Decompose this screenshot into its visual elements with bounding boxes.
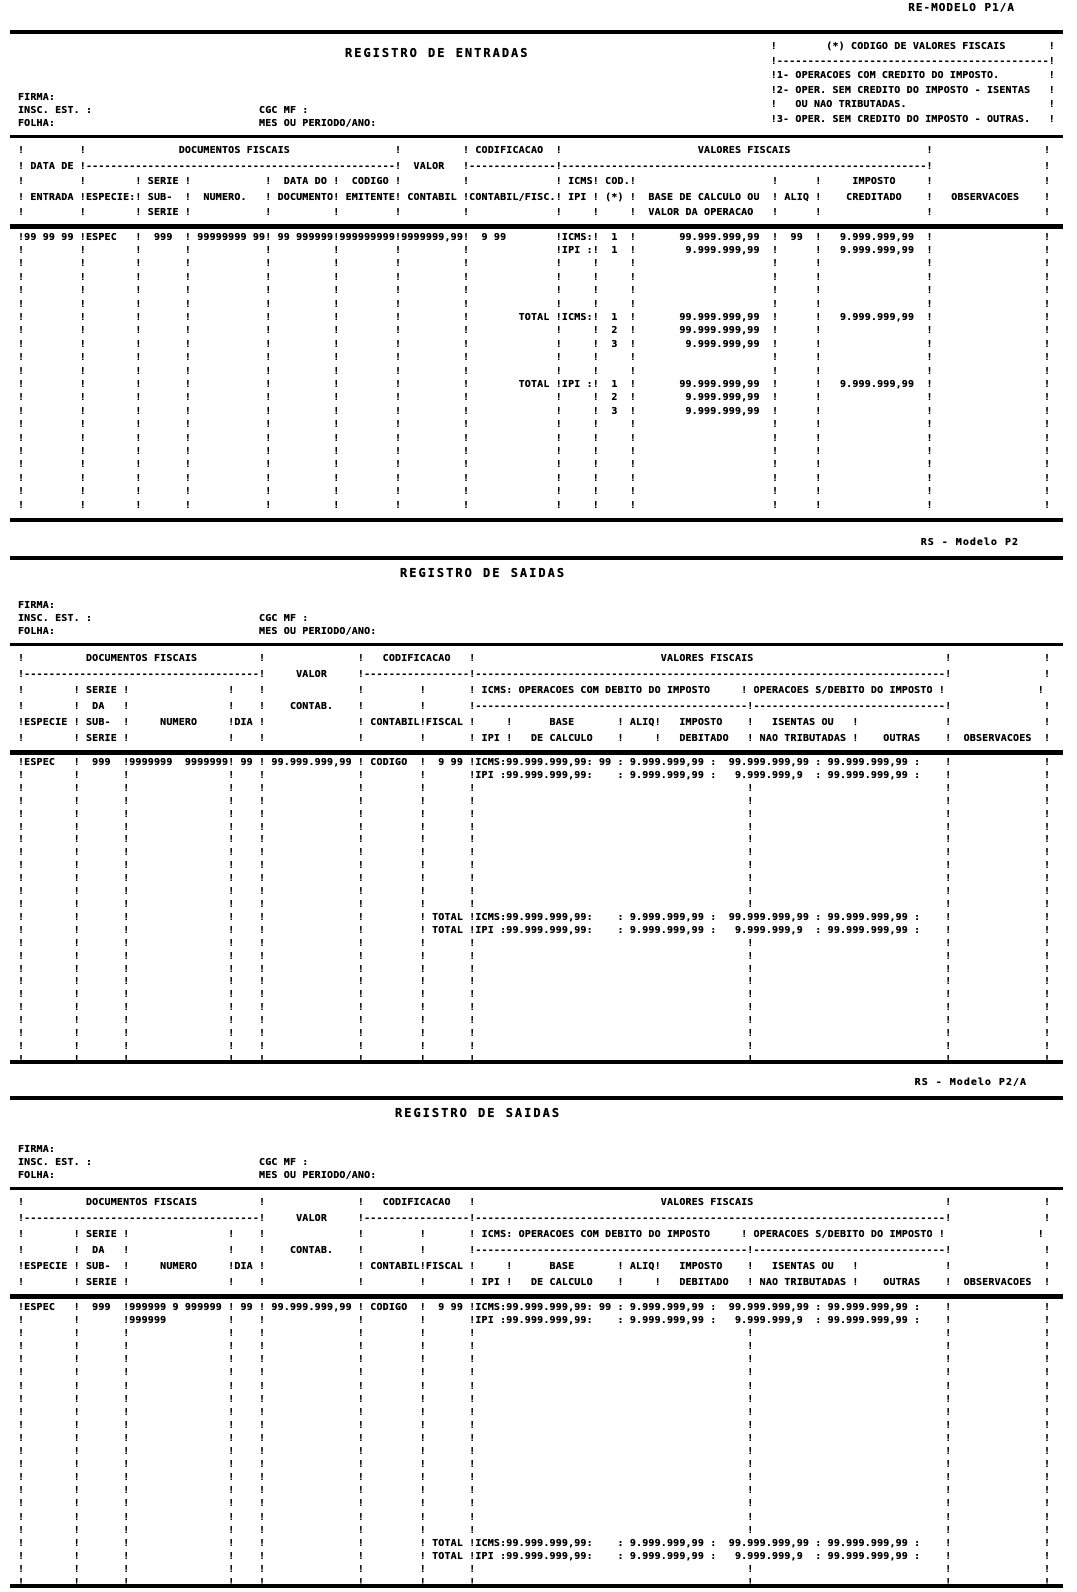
- print-line: FIRMA:: [18, 92, 56, 103]
- print-line: ! ! ! ! ! ! ! ! ! ! !: [18, 1406, 1051, 1418]
- page-label-rs-modelo-p2a: RS - Modelo P2/A: [914, 1077, 1027, 1088]
- print-line: ! DOCUMENTOS FISCAIS ! ! CODIFICACAO ! VALORES FISCAIS ! !: [18, 1197, 1051, 1208]
- print-line: INSC. EST. : CGC MF :: [18, 105, 309, 116]
- print-line: INSC. EST. : CGC MF :: [18, 613, 309, 624]
- print-line: !--------------------------------------! VALOR !-----------------!----------------------------------------------------------------------------! !: [18, 1213, 1051, 1224]
- print-line: ! ! ! ! ! ! ! ! ! ! !: [18, 1472, 1051, 1484]
- print-line: ! ! ! ! ! ! ! ! ! ! ! ! ! ! !: [18, 258, 1051, 270]
- print-line: !3- OPER. SEM CREDITO DO IMPOSTO - OUTRAS. !: [770, 113, 1055, 125]
- print-line: ! ! SERIE ! ! ! ! ! ! IPI ! DE CALCULO ! ! DEBITADO ! NAO TRIBUTADAS ! OUTRAS ! OBSERVACOES !: [18, 1277, 1051, 1288]
- print-line: ! ! ! ! ! ! ! ! ! ! !: [18, 1419, 1051, 1431]
- registro-entradas-section: [10, 30, 1063, 522]
- print-line: !ESPECIE ! SUB- ! NUMERO !DIA ! ! CONTABIL!FISCAL ! ! BASE ! ALIQ! IMPOSTO ! ISENTAS OU ! ! !: [18, 1261, 1051, 1272]
- print-line: ! ! ! ! ! ! ! ! ! ! !: [18, 898, 1051, 910]
- print-line: ! ! ! ! ! ! ! ! ! ! !: [18, 1341, 1051, 1353]
- print-line: ! ! ! ! ! ! ! ! ! ! ! ! ! ! !: [18, 352, 1051, 364]
- print-line: !1- OPERACOES COM CREDITO DO IMPOSTO. !: [770, 70, 1055, 81]
- print-line: ! ! ! ! ! ! ! ! ! ! 3 ! 9.999.999,99 ! ! ! !: [18, 338, 1051, 350]
- registro-saidas-p2-section: [10, 556, 1063, 1064]
- print-line: ! ! SERIE ! ! ! ! ! ! ICMS: OPERACOES COM DEBITO DO IMPOSTO ! OPERACOES S/DEBITO DO IMPOSTO ! !: [18, 1229, 1044, 1240]
- print-line: ! ! ! ! ! ! ! ! !IPI :! 1 ! 9.999.999,99 ! ! 9.999.999,99 ! !: [18, 244, 1051, 256]
- print-line: !2- OPER. SEM CREDITO DO IMPOSTO - ISENTAS !: [770, 84, 1055, 96]
- print-line: ! ! DA ! ! ! CONTAB. ! ! !--------------------------------------------!-------------------------------! !: [18, 1245, 1051, 1256]
- print-line: ! ! ! ! ! ! ! TOTAL !IPI :99.999.999,99: : 9.999.999,99 : 9.999.999,9 : 99.999.999,99 : ! !: [18, 1550, 1051, 1562]
- print-line: ! ! ! ! ! ! ! ! ! ! !: [18, 1040, 1051, 1052]
- print-line: FIRMA:: [18, 600, 56, 611]
- rs1-table-body: [10, 755, 1063, 1067]
- print-line: !ESPECIE ! SUB- ! NUMERO !DIA ! ! CONTABIL!FISCAL ! ! BASE ! ALIQ! IMPOSTO ! ISENTAS OU ! ! !: [18, 717, 1051, 728]
- re-title: REGISTRO DE ENTRADAS: [345, 46, 530, 60]
- print-line: ! ! ! ! ! ! ! ! ! ! !: [18, 873, 1051, 885]
- print-line: FOLHA: MES OU PERIODO/ANO:: [18, 1170, 377, 1181]
- print-line: ! ! ! ! ! ! ! ! ! ! !: [18, 1563, 1051, 1575]
- page-label-re-modelo-p1a: RE-MODELO P1/A: [908, 1, 1015, 14]
- registro-saidas-p2a-section: [10, 1096, 1063, 1588]
- print-line: ! ! ! ! ! ! ! ! ! ! !: [18, 795, 1051, 807]
- rs1-firm-block: [18, 599, 376, 638]
- print-line: !ESPEC ! 999 !9999999 9999999! 99 ! 99.999.999,99 ! CODIGO ! 9 99 !ICMS:99.999.999,99: 99 : 9.999.999,99 : 99.999.999,99 : 99.999.999,99 : ! !: [18, 757, 1051, 768]
- rs1-head-zone: [10, 560, 1063, 646]
- rs2-title: REGISTRO DE SAIDAS: [395, 1106, 562, 1120]
- print-line: ! ! ! ! ! ! ! ! ! ! !: [18, 937, 1051, 949]
- print-line: ! ! ! ! ! ! ! ! ! ! !: [18, 1432, 1051, 1444]
- print-line: ! ! ! ! ! ! ! ! ! ! !: [18, 847, 1051, 859]
- print-line: ! ! ! ! ! ! ! ! ! ! !: [18, 1380, 1051, 1392]
- print-line: !--------------------------------------! VALOR !-----------------!----------------------------------------------------------------------------! !: [18, 669, 1051, 680]
- rs2-column-headers: [10, 1190, 1063, 1299]
- print-line: ! ! SERIE ! ! ! ! ! ! IPI ! DE CALCULO ! ! DEBITADO ! NAO TRIBUTADAS ! OUTRAS ! OBSERVACOES !: [18, 733, 1051, 744]
- print-line: ! ! ! ! ! ! ! ! ! ! !: [18, 976, 1051, 988]
- print-line: ! ! ! ! ! ! ! ! ! ! 2 ! 9.999.999,99 ! ! ! !: [18, 392, 1051, 404]
- print-line: ! ! ! ! ! ! ! ! TOTAL !ICMS:! 1 ! 99.999.999,99 ! ! 9.999.999,99 ! !: [18, 311, 1051, 323]
- page-label-rs-modelo-p2: RS - Modelo P2: [920, 537, 1019, 548]
- print-line: ! ! ! ! ! ! ! ! ! ! !: [18, 1053, 1051, 1065]
- print-line: ! ! ! ! ! ! ! ! ! ! ! ! ! ! !: [18, 365, 1051, 377]
- re-fiscal-codes-legend: [771, 40, 1055, 127]
- rs1-title: REGISTRO DE SAIDAS: [400, 566, 567, 580]
- re-table-body: [10, 229, 1063, 513]
- print-line: ! ! ! ! ! ! ! ! ! ! !: [18, 989, 1051, 1001]
- print-line: ! DATA DE !--------------------------------------------------! VALOR !--------------!-----------------------------------------------------------! !: [18, 160, 1051, 172]
- print-line: ! ! ! ! ! ! ! TOTAL !ICMS:99.999.999,99: : 9.999.999,99 : 99.999.999,99 : 99.999.999,99 : ! !: [18, 1537, 1051, 1549]
- print-line: ! ! ! ! ! ! ! ! ! ! ! ! ! ! !: [18, 419, 1051, 431]
- print-line: ! ! DOCUMENTOS FISCAIS ! ! CODIFICACAO ! VALORES FISCAIS ! !: [18, 145, 1051, 156]
- print-line: ! ! ! ! ! ! ! ! ! ! !: [18, 1002, 1051, 1014]
- print-line: ! ! ! ! ! ! ! ! ! ! !: [18, 963, 1051, 975]
- print-line: FIRMA:: [18, 1144, 56, 1155]
- print-line: ! ! ! ! ! ! ! ! ! ! !: [18, 1393, 1051, 1405]
- print-line: ! ! ! ! ! ! ! ! ! ! !: [18, 821, 1051, 833]
- print-line: ! ! ! SERIE ! ! ! ! ! ! ! ! VALOR DA OPERACAO ! ! ! !: [18, 207, 1051, 218]
- print-line: ! ! ! ! ! ! ! ! ! ! !: [18, 1446, 1051, 1458]
- print-line: ! ! ! ! ! ! ! TOTAL !IPI :99.999.999,99: : 9.999.999,99 : 9.999.999,9 : 99.999.999,99 : ! !: [18, 924, 1051, 936]
- print-line: ! ! ! ! ! ! ! ! ! ! ! ! ! ! !: [18, 472, 1051, 484]
- print-line: ! DOCUMENTOS FISCAIS ! ! CODIFICACAO ! VALORES FISCAIS ! !: [18, 653, 1051, 664]
- print-line: ! ! ! ! ! ! ! ! ! ! ! ! ! ! !: [18, 271, 1051, 283]
- print-line: ! ! ! ! ! ! ! ! ! ! !: [18, 834, 1051, 846]
- print-line: ! ! ! ! ! ! ! ! ! ! 3 ! 9.999.999,99 ! ! ! !: [18, 405, 1051, 417]
- print-line: ! ! ! ! ! ! ! ! ! ! !: [18, 1015, 1051, 1027]
- re-head-zone: [10, 34, 1063, 138]
- re-firm-block: [18, 91, 376, 130]
- print-line: ! ! SERIE ! ! ! ! ! ! ICMS: OPERACOES COM DEBITO DO IMPOSTO ! OPERACOES S/DEBITO DO IMPOSTO ! !: [18, 685, 1044, 696]
- print-line: ! ! ! ! ! ! ! ! ! ! ! ! ! ! !: [18, 459, 1051, 471]
- print-line: ! ! ! ! ! ! ! ! ! ! !: [18, 1524, 1051, 1536]
- print-line: ! ! ! ! ! ! ! ! ! ! !: [18, 1367, 1051, 1379]
- print-line: ! ! ! ! ! ! ! ! ! ! !: [18, 1028, 1051, 1040]
- print-line: ! ! ! ! ! ! ! ! ! ! ! ! ! ! !: [18, 446, 1051, 457]
- print-line: ! (*) CODIGO DE VALORES FISCAIS !: [770, 41, 1055, 52]
- print-line: ! ! ! ! ! ! ! ! ! ! !: [18, 808, 1051, 820]
- rs1-column-headers: [10, 646, 1063, 755]
- rs2-table-body: [10, 1299, 1063, 1589]
- print-line: ! ! ! ! ! ! ! ! ! ! !: [18, 860, 1051, 872]
- print-line: ! ! ! ! ! ! ! ! ! ! !: [18, 1328, 1051, 1340]
- print-line: ! ! !999999 ! ! ! ! !IPI :99.999.999,99: : 9.999.999,99 : 9.999.999,9 : 99.999.999,99 : ! !: [18, 1315, 1051, 1327]
- print-line: ! ! ! ! ! ! ! ! ! ! !: [18, 1511, 1051, 1523]
- print-line: ! ! ! ! ! ! ! ! ! ! !: [18, 886, 1051, 898]
- re-column-headers: [10, 138, 1063, 229]
- print-line: ! ! ! ! ! ! ! ! ! ! !: [18, 1498, 1051, 1510]
- print-line: ! ! ! ! ! ! ! !IPI :99.999.999,99: : 9.999.999,99 : 9.999.999,9 : 99.999.999,99 : ! !: [18, 769, 1051, 781]
- print-line: !99 99 99 !ESPEC ! 999 ! 99999999 99! 99 999999!999999999!9999999,99! 9 99 !ICMS:! 1 ! 99.999.999,99 ! 99 ! 9.999.999,99 ! !: [18, 231, 1051, 243]
- print-line: ! OU NAO TRIBUTADAS. !: [770, 99, 1055, 110]
- print-line: ! ENTRADA !ESPECIE:! SUB- ! NUMERO. ! DOCUMENTO! EMITENTE! CONTABIL !CONTABIL/FISC.! IPI ! (*) ! BASE DE CALCULO OU ! ALIQ ! CREDITADO ! OBSERVACOES !: [18, 191, 1051, 203]
- print-line: ! ! ! ! ! ! ! ! ! ! !: [18, 1354, 1051, 1366]
- print-line: !ESPEC ! 999 !999999 9 999999 ! 99 ! 99.999.999,99 ! CODIGO ! 9 99 !ICMS:99.999.999,99: 99 : 9.999.999,99 : 99.999.999,99 : 99.999.999,99 : ! !: [18, 1302, 1051, 1313]
- print-line: ! ! DA ! ! ! CONTAB. ! ! !--------------------------------------------!-------------------------------! !: [18, 701, 1051, 712]
- print-line: ! ! ! ! ! ! ! ! ! ! !: [18, 782, 1051, 794]
- print-line: ! ! ! ! ! ! ! ! ! ! ! ! ! ! !: [18, 298, 1051, 310]
- print-line: FOLHA: MES OU PERIODO/ANO:: [18, 626, 377, 637]
- print-line: ! ! ! ! ! ! ! ! ! ! 2 ! 99.999.999,99 ! ! ! !: [18, 325, 1051, 337]
- print-line: ! ! ! ! ! ! ! ! ! ! ! ! ! ! !: [18, 432, 1051, 444]
- print-line: ! ! ! ! ! ! ! ! ! ! !: [18, 1485, 1051, 1497]
- rs2-firm-block: [18, 1143, 376, 1182]
- print-line: ! ! ! ! ! ! ! ! ! ! !: [18, 950, 1051, 962]
- print-line: INSC. EST. : CGC MF :: [18, 1157, 309, 1168]
- print-line: ! ! ! ! ! ! ! ! ! ! ! ! ! ! !: [18, 285, 1051, 297]
- print-line: ! ! ! SERIE ! ! DATA DO ! CODIGO ! ! ! ICMS! COD.! ! ! IMPOSTO ! !: [18, 176, 1051, 187]
- print-line: FOLHA: MES OU PERIODO/ANO:: [18, 118, 377, 129]
- print-line: ! ! ! ! ! ! ! ! ! ! ! ! ! ! !: [18, 499, 1051, 511]
- print-line: ! ! ! ! ! ! ! ! ! ! !: [18, 1576, 1051, 1588]
- print-line: ! ! ! ! ! ! ! TOTAL !ICMS:99.999.999,99: : 9.999.999,99 : 99.999.999,99 : 99.999.999,99 : ! !: [18, 911, 1051, 923]
- rs2-head-zone: [10, 1100, 1063, 1190]
- print-line: !--------------------------------------------!: [770, 55, 1055, 67]
- print-line: ! ! ! ! ! ! ! ! ! ! ! ! ! ! !: [18, 486, 1051, 498]
- print-line: ! ! ! ! ! ! ! ! ! ! !: [18, 1459, 1051, 1471]
- print-line: ! ! ! ! ! ! ! ! TOTAL !IPI :! 1 ! 99.999.999,99 ! ! 9.999.999,99 ! !: [18, 378, 1051, 390]
